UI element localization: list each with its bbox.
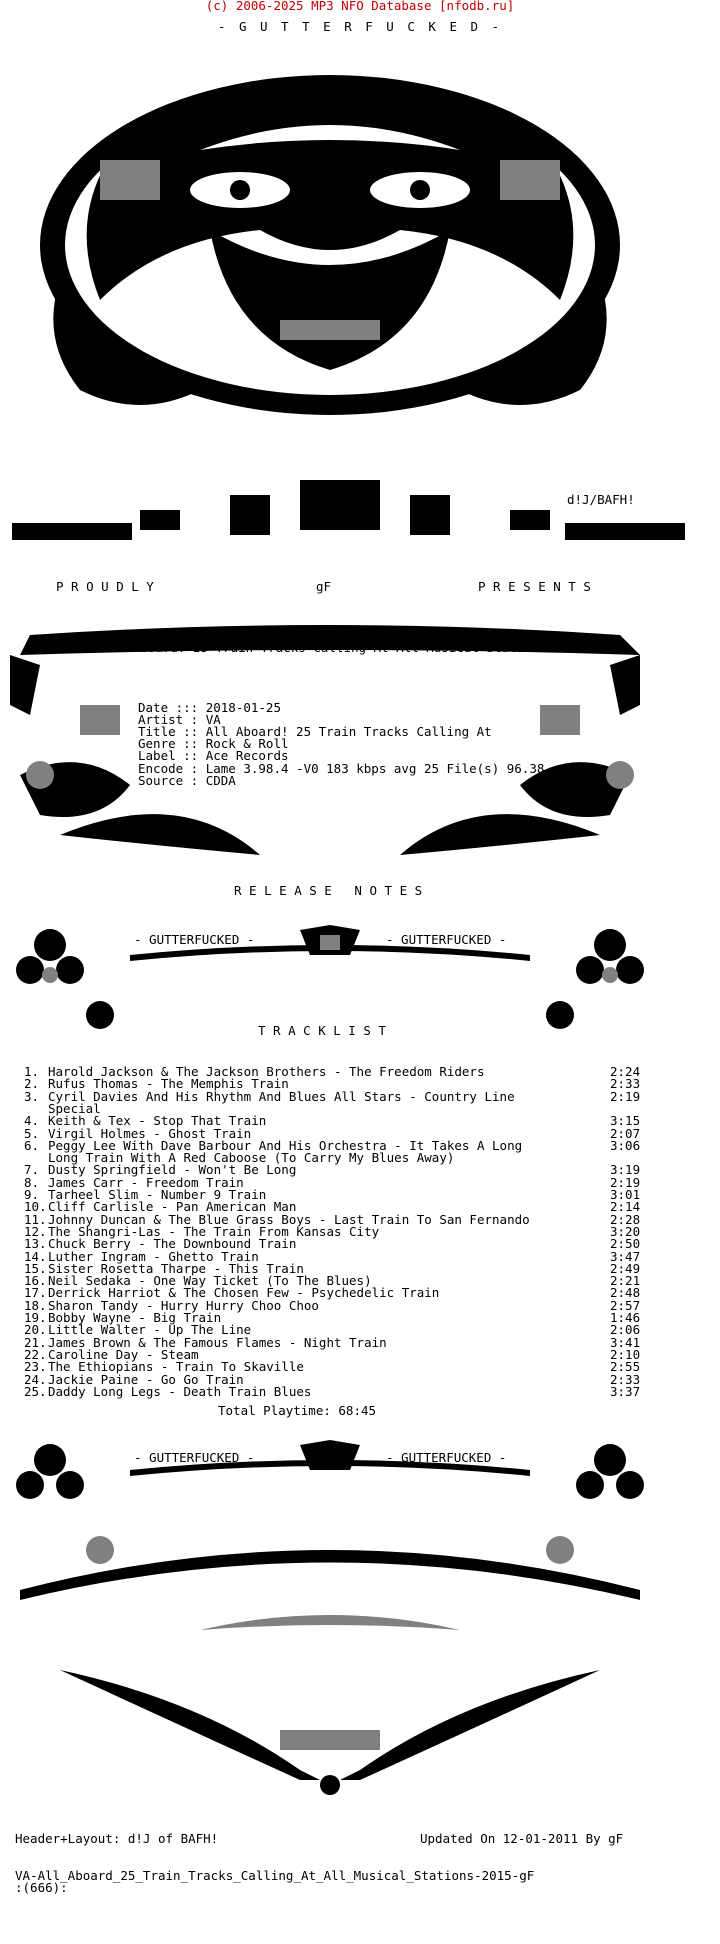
track-duration: 3:37 bbox=[610, 1383, 641, 1399]
info-encode: Encode : Lame 3.98.4 -V0 183 kbps avg 25 File(s) 96.38 bbox=[138, 761, 545, 776]
track-duration: 2:57 bbox=[610, 1297, 641, 1313]
track-duration: 3:15 bbox=[610, 1113, 641, 1129]
track-number: 22. bbox=[24, 1346, 47, 1362]
track-title: Harold Jackson & The Jackson Brothers - The Freedom Riders bbox=[48, 1064, 485, 1079]
info-title: Title :: All Aboard! 25 Train Tracks Calling At bbox=[138, 724, 492, 739]
divider-label-left: - GUTTERFUCKED - bbox=[134, 932, 255, 947]
track-duration: 2:19 bbox=[610, 1174, 641, 1190]
info-date: Date ::: 2018-01-25 bbox=[138, 700, 281, 715]
track-number: 4. bbox=[24, 1113, 40, 1129]
track-number: 5. bbox=[24, 1125, 40, 1141]
track-title: Dusty Springfield - Won't Be Long bbox=[48, 1162, 297, 1178]
track-number: 3. bbox=[24, 1088, 40, 1104]
footer-credit: Header+Layout: d!J of BAFH! bbox=[15, 1831, 219, 1846]
release-notes-heading: R E L E A S E N O T E S bbox=[234, 883, 423, 898]
footer-tag: :(666): bbox=[15, 1880, 68, 1895]
track-number: 6. bbox=[24, 1137, 40, 1153]
track-row bbox=[0, 1383, 720, 1399]
track-duration: 3:41 bbox=[610, 1334, 641, 1350]
track-number: 9. bbox=[24, 1187, 40, 1202]
track-title: Derrick Harriot & The Chosen Few - Psychedelic Train bbox=[48, 1285, 440, 1301]
info-genre: Genre :: Rock & Roll bbox=[138, 736, 289, 751]
track-number: 12. bbox=[24, 1223, 47, 1239]
track-number: 24. bbox=[24, 1371, 47, 1387]
track-number: 14. bbox=[24, 1248, 47, 1264]
track-number: 8. bbox=[24, 1174, 40, 1190]
track-title: James Carr - Freedom Train bbox=[48, 1174, 244, 1190]
track-title: The Ethiopians - Train To Skaville bbox=[48, 1359, 304, 1375]
track-number: 1. bbox=[24, 1064, 40, 1079]
track-duration: 2:07 bbox=[610, 1125, 641, 1141]
track-duration: 2:06 bbox=[610, 1322, 641, 1338]
track-duration: 3:20 bbox=[610, 1223, 641, 1239]
track-duration: 2:21 bbox=[610, 1273, 641, 1289]
info-frame-art bbox=[0, 625, 720, 898]
track-number: 17. bbox=[24, 1285, 47, 1301]
track-row bbox=[0, 1088, 720, 1104]
footer-dirname: VA-All_Aboard_25_Train_Tracks_Calling_At_All_Musical_Stations-2015-gF bbox=[15, 1868, 535, 1883]
track-title: Tarheel Slim - Number 9 Train bbox=[48, 1187, 267, 1202]
track-title: Sharon Tandy - Hurry Hurry Choo Choo bbox=[48, 1297, 319, 1313]
track-duration: 2:50 bbox=[610, 1236, 641, 1252]
footer-updated: Updated On 12-01-2011 By gF bbox=[420, 1831, 624, 1846]
track-number: 13. bbox=[24, 1236, 47, 1252]
track-duration: 3:47 bbox=[610, 1248, 641, 1264]
presents-left: P R O U D L Y bbox=[56, 579, 154, 594]
track-duration: 2:10 bbox=[610, 1346, 641, 1362]
info-source: Source : CDDA bbox=[138, 773, 236, 788]
track-number: 23. bbox=[24, 1359, 47, 1375]
track-number: 2. bbox=[24, 1076, 40, 1092]
track-number: 19. bbox=[24, 1310, 47, 1325]
track-number: 16. bbox=[24, 1273, 47, 1289]
track-duration: 2:55 bbox=[610, 1359, 641, 1375]
track-title: Daddy Long Legs - Death Train Blues bbox=[48, 1383, 312, 1399]
info-label: Label :: Ace Records bbox=[138, 748, 289, 763]
track-title: Keith & Tex - Stop That Train bbox=[48, 1113, 267, 1129]
track-duration: 2:19 bbox=[610, 1088, 641, 1104]
track-title: Bobby Wayne - Big Train bbox=[48, 1310, 222, 1325]
track-title: The Shangri-Las - The Train From Kansas City bbox=[48, 1223, 380, 1239]
total-playtime: Total Playtime: 68:45 bbox=[218, 1403, 377, 1418]
track-number: 21. bbox=[24, 1334, 47, 1350]
track-title: Virgil Holmes - Ghost Train bbox=[48, 1125, 252, 1141]
divider-label-right-2: - GUTTERFUCKED - bbox=[386, 1450, 507, 1465]
track-duration: 2:14 bbox=[610, 1199, 641, 1215]
track-title: Caroline Day - Steam bbox=[48, 1346, 199, 1362]
track-number: 11. bbox=[24, 1211, 47, 1227]
track-title: Long Train With A Red Caboose (To Carry My Blues Away) bbox=[48, 1150, 455, 1166]
presents-right: P R E S E N T S bbox=[478, 579, 591, 594]
bottom-ornament-art bbox=[0, 1430, 720, 1800]
header-face-art bbox=[0, 40, 720, 540]
divider-label-right: - GUTTERFUCKED - bbox=[386, 932, 507, 947]
track-duration: 3:06 bbox=[610, 1137, 641, 1153]
group-banner: - G U T T E R F U C K E D - bbox=[217, 19, 503, 34]
track-number: 10. bbox=[24, 1199, 47, 1215]
track-title: Luther Ingram - Ghetto Train bbox=[48, 1248, 259, 1264]
track-title: Rufus Thomas - The Memphis Train bbox=[48, 1076, 289, 1092]
tracklist-heading: T R A C K L I S T bbox=[258, 1023, 386, 1038]
track-number: 7. bbox=[24, 1162, 40, 1178]
track-title: Jackie Paine - Go Go Train bbox=[48, 1371, 244, 1387]
info-artist: Artist : VA bbox=[138, 712, 221, 727]
track-duration: 3:19 bbox=[610, 1162, 641, 1178]
track-duration: 2:49 bbox=[610, 1260, 641, 1276]
nfodb-link[interactable]: (c) 2006-2025 MP3 NFO Database [nfodb.ru] bbox=[205, 0, 515, 13]
art-credit: d!J/BAFH! bbox=[567, 492, 635, 507]
track-number: 20. bbox=[24, 1322, 47, 1338]
track-title: Chuck Berry - The Downbound Train bbox=[48, 1236, 297, 1252]
track-duration: 2:24 bbox=[610, 1064, 641, 1079]
track-title: Neil Sedaka - One Way Ticket (To The Blues) bbox=[48, 1273, 372, 1289]
track-title: Little Walter - Up The Line bbox=[48, 1322, 252, 1338]
track-duration: 2:33 bbox=[610, 1371, 641, 1387]
track-title: Special bbox=[48, 1100, 101, 1116]
track-duration: 2:33 bbox=[610, 1076, 641, 1092]
divider-label-left-2: - GUTTERFUCKED - bbox=[134, 1450, 255, 1465]
track-duration: 3:01 bbox=[610, 1187, 641, 1202]
track-title: Cliff Carlisle - Pan American Man bbox=[48, 1199, 297, 1215]
track-title: James Brown & The Famous Flames - Night Train bbox=[48, 1334, 387, 1350]
track-title: Sister Rosetta Tharpe - This Train bbox=[48, 1260, 304, 1276]
track-title: Johnny Duncan & The Blue Grass Boys - Last Train To San Fernando bbox=[48, 1211, 530, 1227]
track-number: 18. bbox=[24, 1297, 47, 1313]
track-duration: 2:48 bbox=[610, 1285, 641, 1301]
track-number: 25. bbox=[24, 1383, 47, 1399]
track-number: 15. bbox=[24, 1260, 47, 1276]
release-title: VA - All Aboard! 25 Train Tracks Calling At All Musical Stations bbox=[65, 640, 547, 655]
presents-mid: gF bbox=[316, 579, 332, 594]
track-title: Peggy Lee With Dave Barbour And His Orchestra - It Takes A Long bbox=[48, 1137, 523, 1153]
track-title: Cyril Davies And His Rhythm And Blues All Stars - Country Line bbox=[48, 1088, 515, 1104]
track-duration: 1:46 bbox=[610, 1310, 641, 1325]
track-duration: 2:28 bbox=[610, 1211, 641, 1227]
